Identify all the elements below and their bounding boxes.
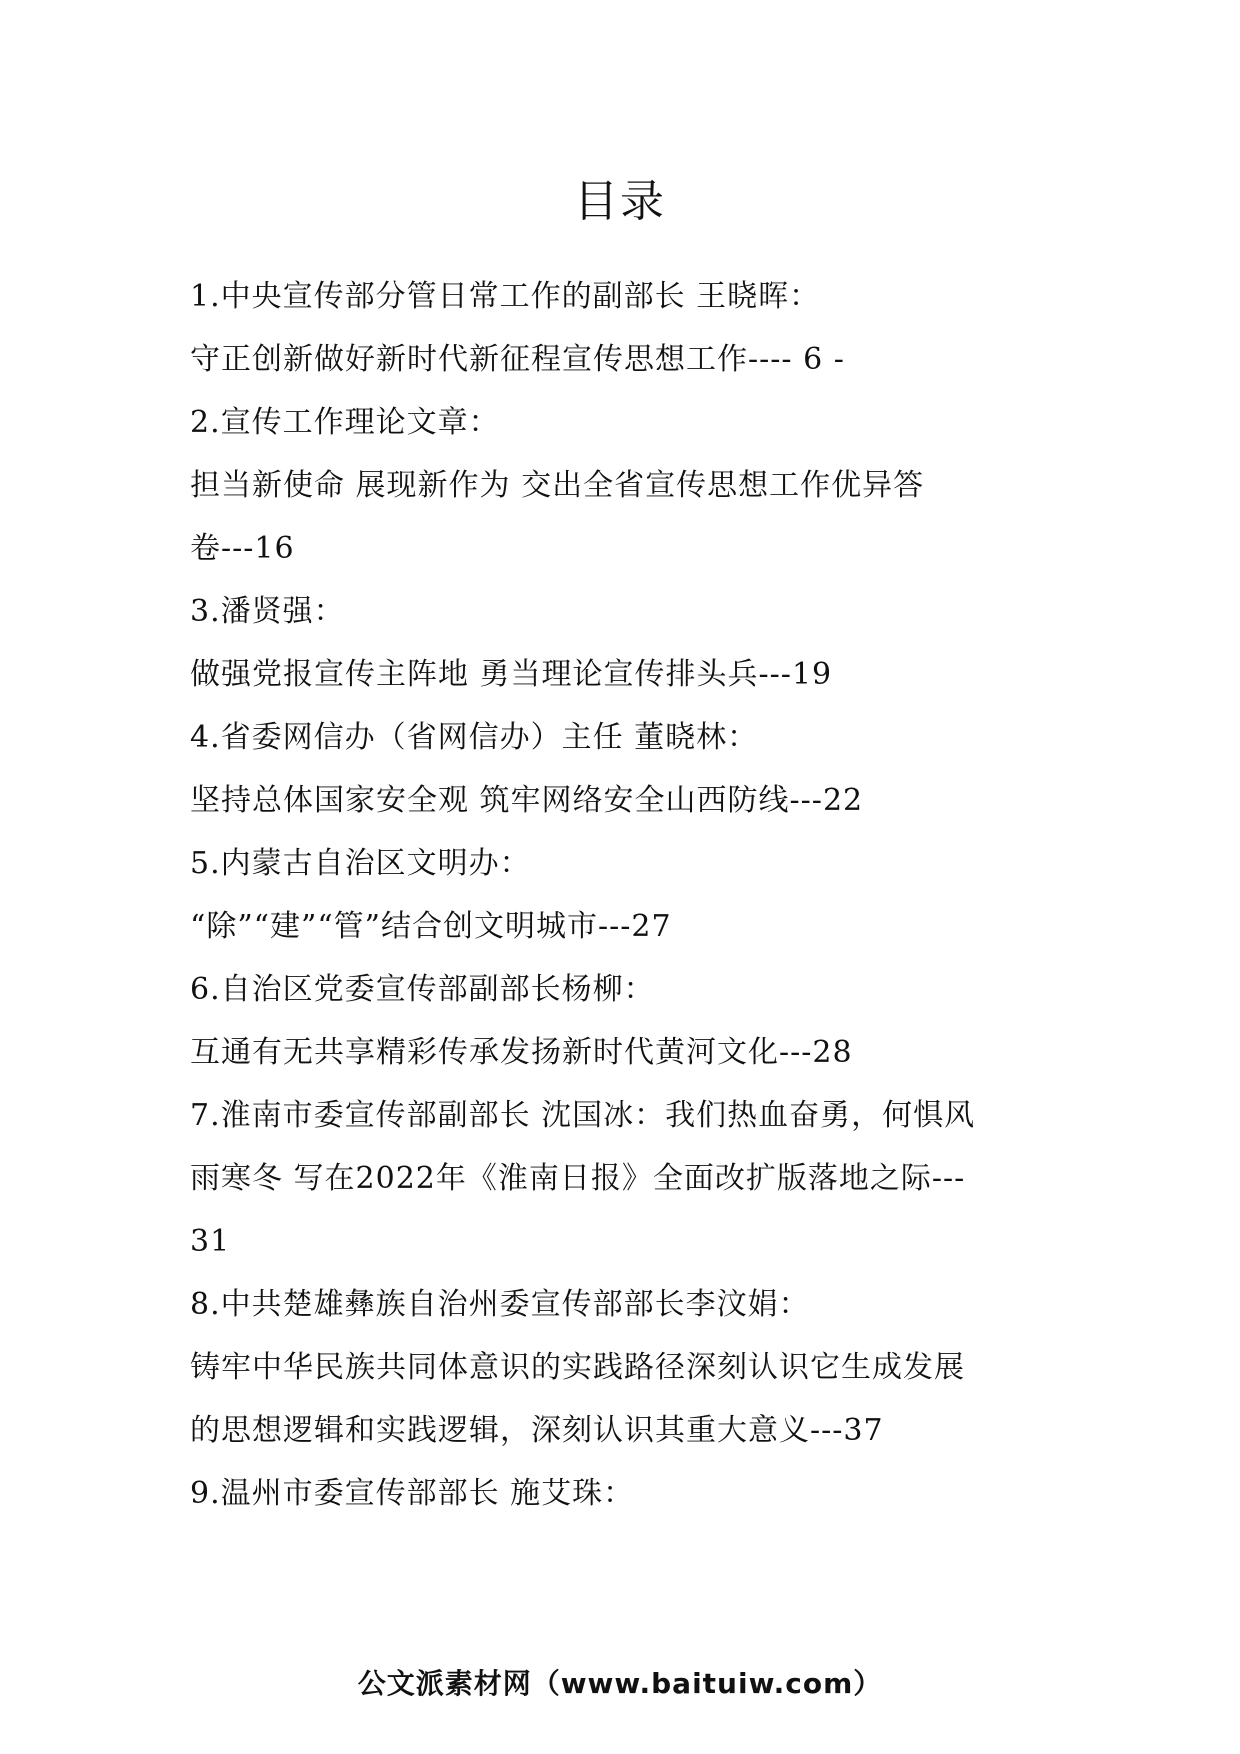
page-footer: 公文派素材网（www.baituiw.com） — [357, 1667, 883, 1700]
toc-entry-4-subtitle-line-1[interactable]: 坚持总体国家安全观 筑牢网络安全山西防线---22 — [190, 783, 864, 818]
toc-entry-2-subtitle-line-1[interactable]: 担当新使命 展现新作为 交出全省宣传思想工作优异答 — [190, 468, 925, 503]
toc-entry-8-subtitle-line-1[interactable]: 铸牢中华民族共同体意识的实践路径深刻认识它生成发展 — [190, 1350, 965, 1385]
toc-entry-2-heading[interactable]: 2.宣传工作理论文章： — [190, 405, 500, 440]
toc-entry-1-subtitle-line-1[interactable]: 守正创新做好新时代新征程宣传思想工作---- 6 - — [190, 342, 845, 377]
toc-entry-8-heading[interactable]: 8.中共楚雄彝族自治州委宣传部部长李汶娟： — [190, 1287, 810, 1322]
toc-entry-5-heading[interactable]: 5.内蒙古自治区文明办： — [190, 846, 531, 881]
toc-entry-4-heading[interactable]: 4.省委网信办（省网信办）主任 董晓林： — [190, 720, 759, 755]
toc-entry-7-subtitle-line-2[interactable]: 31 — [190, 1224, 231, 1259]
toc-entry-3-heading[interactable]: 3.潘贤强： — [190, 594, 345, 629]
toc-entry-8-subtitle-line-2[interactable]: 的思想逻辑和实践逻辑，深刻认识其重大意义---37 — [190, 1413, 884, 1448]
toc-entry-5-subtitle-line-1[interactable]: “除”“建”“管”结合创文明城市---27 — [190, 909, 672, 944]
toc-entry-1-heading[interactable]: 1.中央宣传部分管日常工作的副部长 王晓晖： — [190, 279, 821, 314]
toc-entry-2-subtitle-line-2[interactable]: 卷---16 — [190, 531, 295, 566]
toc-entry-3-subtitle-line-1[interactable]: 做强党报宣传主阵地 勇当理论宣传排头兵---19 — [190, 657, 833, 692]
toc-entry-7-heading[interactable]: 7.淮南市委宣传部副部长 沈国冰：我们热血奋勇，何惧风 — [190, 1098, 976, 1133]
toc-entry-7-subtitle-line-1[interactable]: 雨寒冬 写在2022年《淮南日报》全面改扩版落地之际--- — [190, 1161, 966, 1196]
table-of-contents — [190, 265, 1060, 1525]
toc-entry-6-heading[interactable]: 6.自治区党委宣传部副部长杨柳： — [190, 972, 655, 1007]
toc-entry-9-heading[interactable]: 9.温州市委宣传部部长 施艾珠： — [190, 1476, 635, 1511]
page-title: 目录 — [574, 176, 666, 227]
toc-entry-6-subtitle-line-1[interactable]: 互通有无共享精彩传承发扬新时代黄河文化---28 — [190, 1035, 853, 1070]
